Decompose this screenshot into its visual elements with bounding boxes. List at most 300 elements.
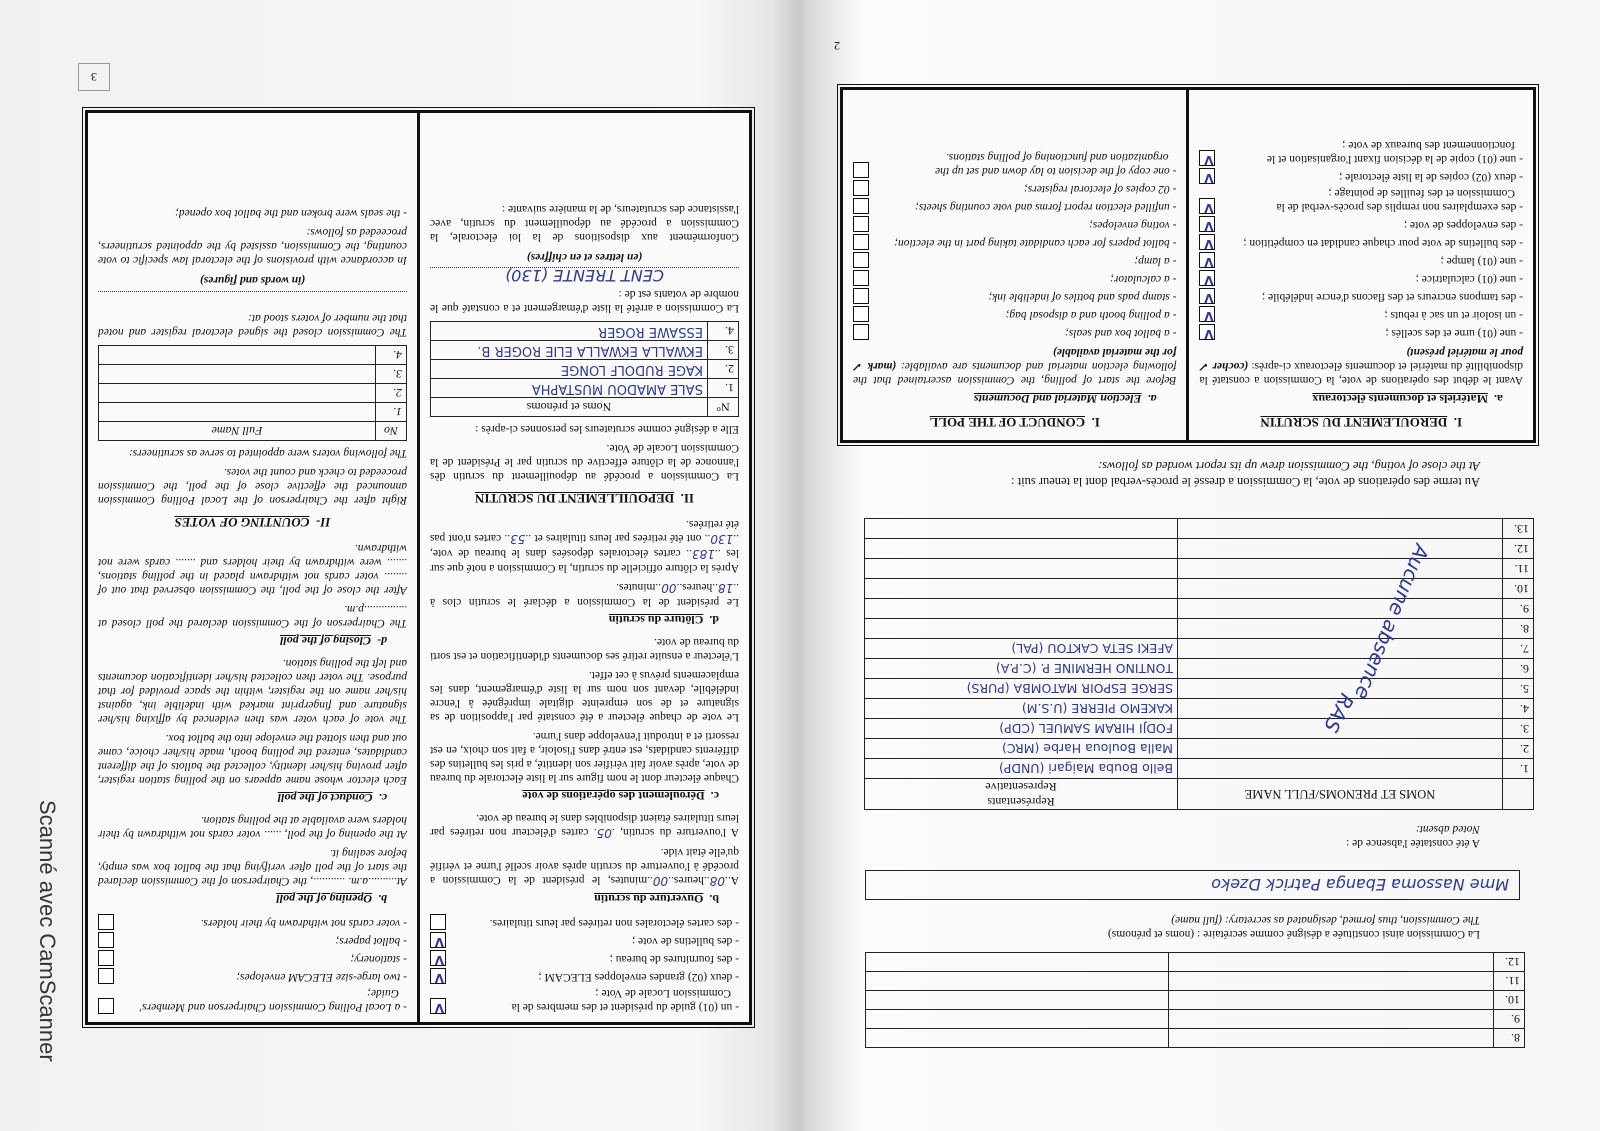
subsection-heading <box>430 892 719 906</box>
paragraph: Chaque électeur dont le nom figure sur la liste électorale du bureau de vote, après avoir fait vérifier son identité, a pris les bulletins des différents candidats, est entré dans l'isoloir, a fait son choix, en est ressorti et a introduit l'enveloppe dans l'urne. <box>430 730 739 784</box>
header-name: NOMS ET PRENOMS/FULL NAME <box>1178 779 1503 810</box>
paragraph: - the seals were broken and the ballot box opened; <box>175 207 407 219</box>
subsection-heading <box>430 789 719 803</box>
subsection-letter: b. <box>378 892 387 906</box>
subsection-letter: b. <box>709 892 719 906</box>
table-row <box>431 341 739 360</box>
row-number: 9. <box>1503 599 1534 619</box>
representative-cell[interactable] <box>866 972 1169 991</box>
checklist-item <box>98 968 407 984</box>
checklist-label: - une (01) urne et des scellés ; <box>1385 327 1523 339</box>
subsection-title: Closing of the poll <box>279 634 371 648</box>
intro-text <box>853 345 1177 387</box>
checklist-label: - des exemplaires non remplis des procès-verbal de la Commission et des feuilles de pointage ; <box>1276 187 1523 213</box>
checklist-item <box>853 198 1177 214</box>
checkbox[interactable] <box>1200 150 1216 166</box>
name-cell[interactable] <box>1178 659 1503 679</box>
subsection-letter: a. <box>1147 392 1157 406</box>
subsection-heading <box>853 391 1157 406</box>
table-row <box>431 379 739 398</box>
secretary-name-field[interactable] <box>865 870 1520 900</box>
section-heading <box>98 515 407 529</box>
row-number: 1. <box>708 379 739 398</box>
cards-not-withdrawn: 53 <box>510 532 526 546</box>
section-heading <box>853 414 1177 430</box>
name-cell[interactable] <box>1178 759 1503 779</box>
text: A <box>730 874 739 886</box>
representative-cell[interactable] <box>866 1010 1169 1029</box>
checkbox[interactable] <box>853 270 869 286</box>
checkbox[interactable] <box>1200 252 1216 268</box>
checklist-item <box>853 216 1177 232</box>
subsection-heading <box>98 634 387 648</box>
row-number: 2. <box>1503 739 1534 759</box>
checklist-item <box>853 252 1177 268</box>
text: cartes d'électeur non retirées par leurs titulaires étaient disponibles dans le bureau de vote. <box>430 812 739 838</box>
checklist-item <box>430 932 739 948</box>
header-name: Full Name <box>99 422 376 441</box>
absent-label-en: Noted absent: <box>1415 823 1480 835</box>
cards-total: 183 <box>691 547 715 561</box>
section-number: II- <box>315 515 331 530</box>
checkbox[interactable] <box>98 950 114 966</box>
header-name: Noms et prénoms <box>431 398 708 417</box>
checklist-label: - des bulletins de vote pour chaque candidat en compétition ; <box>1243 237 1523 249</box>
voters-hint: (in words and figures) <box>199 274 306 286</box>
representative-cell[interactable] <box>865 559 1178 579</box>
paragraph: The vote of each voter was then evidenced by affixing his/her signature and fingerprint marked with indelible ink, against his/her name on the register, within the space provided for that purpose. The voter then collected his/her identification documents and left the polling station. <box>98 657 407 725</box>
checkbox[interactable] <box>430 968 446 984</box>
report-intro <box>850 458 1480 490</box>
scrutineer-name[interactable]: ESSAWE ROGER <box>431 322 708 341</box>
table-row <box>865 719 1534 739</box>
page-number-text: 3 <box>91 70 97 85</box>
text: minutes. <box>616 581 656 593</box>
checkbox[interactable] <box>853 306 869 322</box>
paragraph: After the close of the poll, the Commission observed that out of ........ voter cards not withdrawn placed in the polling stations, ....... were withdrawn by their holders and ....... cards were not withdrawn. <box>98 542 407 596</box>
checklist-item <box>853 150 1177 178</box>
checklist-item <box>1200 324 1524 340</box>
checklist-label: - un isoloir et un sac à rebuts ; <box>1384 309 1523 321</box>
handwritten-annotation: RAS <box>1318 689 1359 737</box>
subsection-title: Clôture du scrutin <box>608 613 704 627</box>
table-row <box>865 639 1534 659</box>
checkbox[interactable] <box>853 288 869 304</box>
name-cell[interactable] <box>1178 519 1503 539</box>
row-number: 12. <box>1494 953 1525 972</box>
name-cell[interactable] <box>1178 619 1503 639</box>
row-number: 3. <box>1503 719 1534 739</box>
checkbox[interactable] <box>853 198 869 214</box>
checklist-item <box>98 986 407 1014</box>
representative-cell[interactable] <box>865 519 1178 539</box>
representative-cell[interactable] <box>866 1029 1169 1048</box>
secretary-label-fr: La Commission ainsi constituée a désigné comme secrétaire : (noms et prénoms) <box>1107 928 1480 940</box>
text: Le président de la Commission a déclaré le scrutin clos à <box>430 596 739 608</box>
table-row <box>865 599 1534 619</box>
representative-cell[interactable]: Bello Bouba Maigari (UNDP) <box>865 759 1178 779</box>
subsection-title: Matériels et documents électoraux <box>1312 392 1488 406</box>
closing-cards: Après la clôture officielle du scrutin, la Commission a noté que sur les ..183.. cartes électorales déposées dans le bureau de vote, ..130.. ont été retirées par leurs titulaires et ..53.. cartes n'ont pas été retirées. <box>429 518 739 574</box>
secretary-label-en: The Commission, thus formed, designated as secretary: (full name) <box>1171 914 1480 926</box>
paragraph: La Commission a procédé au dépouillement du scrutin dès l'annonce de la clôture effective du scrutin par le Président de la Commission Locale de Vote. <box>430 442 739 482</box>
instruction: (mark ✓ for the material available) <box>852 346 1177 372</box>
checklist-label: - deux (02) grandes enveloppes ELECAM ; <box>538 971 739 983</box>
row-number: 8. <box>1494 1029 1525 1048</box>
table-row <box>865 739 1534 759</box>
name-cell[interactable] <box>1169 1029 1494 1048</box>
representative-cell[interactable] <box>866 953 1169 972</box>
representative-cell[interactable]: Malla Bouloua Harbe (MRC) <box>865 739 1178 759</box>
table-row <box>866 1029 1525 1048</box>
table-row <box>866 972 1525 991</box>
section-heading <box>1200 414 1524 430</box>
scrutineer-name[interactable] <box>99 346 376 365</box>
checklist-label: - des enveloppes de vote ; <box>1403 219 1523 231</box>
subsection-heading <box>1200 391 1504 406</box>
checklist-item <box>430 986 739 1014</box>
name-cell[interactable] <box>1169 972 1494 991</box>
checklist-label: - des cartes électorales non retirées par leurs titulaires. <box>489 917 739 929</box>
table-row <box>865 579 1534 599</box>
scrutineer-name[interactable] <box>99 365 376 384</box>
row-number: 5. <box>1503 679 1534 699</box>
subsection-title: Opening of the poll <box>276 892 372 906</box>
paragraph: Right after the Chairperson of the Local Polling Commission announced the effective close of the poll, the Commission proceeded to check and count the votes. <box>98 466 407 506</box>
absent-label-fr: A été constatée l'absence de : <box>1346 837 1480 849</box>
text: cartes n'ont pas été retirées. <box>429 518 739 544</box>
row-number: 3. <box>708 341 739 360</box>
paragraph: Le vote de chaque électeur a été constaté par l'apposition de sa signature et de son empreinte digitale imprégnée à l'encre indélébile, devant son nom sur la liste d'émargement, dans les emplacements prévus à cet effet. <box>430 669 739 723</box>
closing-minutes: 00 <box>661 581 677 595</box>
checkbox[interactable] <box>430 932 446 948</box>
voters-count[interactable]: CENT TRENTE (130) <box>430 267 739 282</box>
scrutineer-name[interactable] <box>99 384 376 403</box>
header-representative <box>865 779 1178 810</box>
table-row <box>865 659 1534 679</box>
checklist-item <box>1200 186 1524 214</box>
checklist-label: - des bulletins de vote ; <box>632 935 739 947</box>
checklist-item <box>430 968 739 984</box>
checklist-item <box>853 288 1177 304</box>
name-cell[interactable] <box>1178 559 1503 579</box>
material-checklist <box>853 150 1177 340</box>
subsection-letter: d- <box>377 634 387 648</box>
row-number: 1. <box>376 403 407 422</box>
checkbox[interactable] <box>853 180 869 196</box>
subsection-title: Conduct of the poll <box>277 791 373 805</box>
closing-time: Le président de la Commission a déclaré le scrutin clos à ..18..heures..00..minutes. <box>430 581 739 608</box>
subsection-letter: c. <box>378 791 387 805</box>
checkbox[interactable] <box>98 914 114 930</box>
conduct-of-poll-box <box>840 87 1536 443</box>
checklist-label: - un (01) guide du président et des membres de la Commission Locale de Vote ; <box>511 987 739 1013</box>
name-cell[interactable] <box>1178 579 1503 599</box>
section-heading <box>430 491 739 505</box>
row-number: 8. <box>1503 619 1534 639</box>
table-row <box>865 539 1534 559</box>
checklist-label: - ballot papers for each candidate taking part in the election; <box>894 237 1177 249</box>
text: cartes électorales déposées dans le bureau de vote, <box>429 547 681 559</box>
subsection-letter: d. <box>709 613 719 627</box>
paragraph: In accordance with provisions of the electoral law specific to vote counting, the Commission, assisted by the appointed scrutineers, proceeded as follows: <box>98 226 407 266</box>
paragraph: Each elector whose name appears on the polling station register, after proving his/her identity, collected the ballots of the different candidates, entered the polling booth, made his/her choice, came out and then slotted the envelope into the ballot box. <box>98 732 407 786</box>
checklist-item <box>98 950 407 966</box>
row-number: 6. <box>1503 659 1534 679</box>
handwritten-annotation: Aucune absence <box>1349 541 1434 704</box>
french-column <box>1190 90 1534 440</box>
checkbox[interactable] <box>98 998 114 1014</box>
checklist-item <box>1200 288 1524 304</box>
checklist-item <box>853 180 1177 196</box>
name-cell[interactable] <box>1178 539 1503 559</box>
row-number: 10. <box>1503 579 1534 599</box>
scrutineer-name[interactable]: EKWALLA EKWALLA ELIE ROGER B. <box>431 341 708 360</box>
voters-count-field[interactable] <box>98 291 407 306</box>
table-row <box>865 759 1534 779</box>
table-row <box>99 365 407 384</box>
section-number: II. <box>680 491 695 506</box>
text: A l'ouverture du scrutin, <box>620 826 739 838</box>
page-number <box>834 38 840 53</box>
row-number: 2. <box>376 384 407 403</box>
subsection-heading <box>98 892 387 906</box>
checklist-label: - a Local Polling Commission Chairperson and Members' Guide; <box>139 987 407 1013</box>
table-row <box>865 699 1534 719</box>
material-checklist <box>98 914 407 1014</box>
row-number: 4. <box>1503 699 1534 719</box>
name-cell[interactable] <box>1178 599 1503 619</box>
intro-text <box>1200 345 1524 387</box>
header-no: No <box>376 422 407 441</box>
representative-cell[interactable]: KAKEMO PIERRE (U.S.M) <box>865 699 1178 719</box>
scrutineers-table <box>430 321 739 417</box>
subsection-heading <box>430 613 719 627</box>
checklist-label: - des fournitures de bureau ; <box>609 953 739 965</box>
representative-cell[interactable] <box>865 599 1178 619</box>
subsection-title: Ouverture du scrutin <box>594 892 704 906</box>
page-number-text: 2 <box>834 39 840 53</box>
paragraph: Conformément aux dispositions de la loi électorale, la Commission a procédé au dépouillement du scrutin, avec l'assistance des scrutateurs, de la manière suivante : <box>430 203 739 243</box>
paragraph: The Chairperson of the Commission declared the poll closed at ...............p.m. <box>98 603 407 629</box>
checkbox[interactable] <box>1200 216 1216 232</box>
checklist-label: - une (01) copie de la décision fixant l'organisation et le fonctionnement des bureaux de vote ; <box>1266 139 1523 165</box>
header-rep-fr: Représentants <box>987 795 1055 809</box>
row-number: 11. <box>1503 559 1534 579</box>
table-header <box>431 398 739 417</box>
name-cell[interactable] <box>1178 739 1503 759</box>
row-number: 13. <box>1503 519 1534 539</box>
subsection-letter: c. <box>710 789 719 803</box>
checkbox[interactable] <box>853 216 869 232</box>
checkbox[interactable] <box>1200 288 1216 304</box>
camscanner-watermark: Scanné avec CamScanner <box>35 800 60 1062</box>
text: heures <box>673 874 704 886</box>
representative-cell[interactable] <box>866 991 1169 1010</box>
scrutineer-name[interactable]: SALE AMADOU MUSTAPHA <box>431 379 708 398</box>
checklist-label: - two large-size ELECAM envelopes; <box>236 971 407 983</box>
checkbox[interactable] <box>1200 324 1216 340</box>
checkbox[interactable] <box>98 932 114 948</box>
representative-cell[interactable] <box>865 539 1178 559</box>
cards-available: 05 <box>596 826 612 840</box>
checklist-label: - a ballot box and seals; <box>1065 327 1177 339</box>
checklist-label: - one copy of the decision to lay down and set up the organization and functioning of polling stations. <box>935 151 1177 177</box>
intro: Avant le début des opérations de vote, la Commission a constaté la disponibilité du matériel et documents électoraux ci-après: <box>1199 360 1523 386</box>
table-row <box>866 991 1525 1010</box>
row-number: 4. <box>708 322 739 341</box>
checklist-item <box>1200 306 1524 322</box>
checklist-label: - voting envelopes; <box>1089 219 1177 231</box>
material-checklist <box>1200 138 1524 340</box>
section-title: CONDUCT OF THE POLL <box>929 415 1086 430</box>
checklist-label: - voter cards not withdrawn by their holders. <box>200 917 407 929</box>
checkbox[interactable] <box>1200 270 1216 286</box>
checklist-label: - a lamp; <box>1134 255 1177 267</box>
subsection-title: Election Material and Documents <box>973 392 1142 406</box>
table-row <box>865 679 1534 699</box>
table-row <box>866 1010 1525 1029</box>
report-intro-fr: Au terme des opérations de vote, la Commission a dressé le procès-verbal dont la teneur suit : <box>1011 475 1480 489</box>
english-column <box>843 90 1190 440</box>
table-row <box>99 384 407 403</box>
name-cell[interactable] <box>1169 953 1494 972</box>
checkbox[interactable] <box>430 950 446 966</box>
checkbox[interactable] <box>853 234 869 250</box>
secretary-name: Mme Nassoma Ebanga Patrick Dzeko <box>1211 875 1509 895</box>
name-cell[interactable] <box>1169 991 1494 1010</box>
name-cell[interactable] <box>1169 1010 1494 1029</box>
table-row <box>99 346 407 365</box>
cards-withdrawn: 130 <box>710 532 734 546</box>
section-number: I. <box>1091 415 1100 430</box>
voters-text: La Commission a arrêté la liste d'émargement et a constaté que le nombre de votants est de : <box>430 288 739 314</box>
section-number: I. <box>1453 415 1463 430</box>
checklist-item <box>98 932 407 948</box>
absent-table <box>864 518 1534 810</box>
closing-hours: 18 <box>717 581 734 595</box>
scrutineer-name[interactable] <box>99 403 376 422</box>
header-rep-en: Representative <box>985 780 1057 794</box>
text: ont été retirées par leurs titulaires et <box>534 532 702 544</box>
text: heures <box>682 581 713 593</box>
representative-cell[interactable]: FODJI HIRAM SAMUEL (CDP) <box>865 719 1178 739</box>
checklist-item <box>853 306 1177 322</box>
paragraph: Elle a désigné comme scrutateurs les personnes ci-après : <box>475 423 739 435</box>
page-number <box>78 63 110 91</box>
representative-cell[interactable]: AFEKI SETA CAKTOU (PAL) <box>865 639 1178 659</box>
subsection-title: Déroulement des opérations de vote <box>522 789 705 803</box>
material-checklist <box>430 914 739 1014</box>
checklist-label: - stationery; <box>350 953 407 965</box>
checkbox[interactable] <box>1200 234 1216 250</box>
checklist-label: - des tampons encreurs et des flacons d'encre indélébile ; <box>1261 291 1523 303</box>
checklist-item <box>853 324 1177 340</box>
checkbox[interactable] <box>430 914 446 930</box>
row-number: 1. <box>1503 759 1534 779</box>
paragraph: At the opening of the poll, ...... voter cards not withdrawn by their holders were available at the polling station. <box>98 814 407 840</box>
table-header <box>865 779 1534 810</box>
opening-minutes: 00 <box>652 874 669 888</box>
checklist-item <box>1200 216 1524 232</box>
row-number: 3. <box>376 365 407 384</box>
checkbox[interactable] <box>430 998 446 1014</box>
checklist-item <box>430 950 739 966</box>
checklist-item <box>1200 252 1524 268</box>
absent-section <box>1346 822 1480 850</box>
checklist-label: - deux (02) copies de la liste électorale ; <box>1339 171 1523 183</box>
checklist-label: - une (01) lampe ; <box>1440 255 1523 267</box>
page3-box <box>85 110 752 1025</box>
name-cell[interactable] <box>1178 639 1503 659</box>
table-row <box>431 322 739 341</box>
opening-hours: 08 <box>709 874 725 888</box>
paragraph: At..........a.m. ..........., the Chairperson of the Commission declared the start of the poll after verifying that the ballot box was empty, before sealing it. <box>98 847 407 887</box>
intro: Before the start of polling, the Commission ascertained that the following election material and documents are available: <box>853 360 1177 386</box>
text: Après la clôture officielle du scrutin, la Commission a noté que sur les <box>430 547 739 574</box>
checklist-item <box>853 234 1177 250</box>
section-title: DEPOUILLEMENT DU SCRUTIN <box>475 491 675 506</box>
row-number: 4. <box>376 346 407 365</box>
table <box>865 952 1525 1048</box>
representatives-table-continued <box>865 952 1525 1048</box>
paragraph: The following voters were appointed to serve as scrutineers: <box>128 447 407 459</box>
checklist-label: - a polling booth and a disposal bag; <box>1005 309 1177 321</box>
table-row <box>865 619 1534 639</box>
representative-cell[interactable] <box>865 579 1178 599</box>
table-row <box>99 403 407 422</box>
checklist-label: - stamp pads and bottles of indelible ink; <box>988 291 1177 303</box>
row-number: 10. <box>1494 991 1525 1010</box>
row-number: 2. <box>708 360 739 379</box>
checklist-label: - a calculator; <box>1110 273 1177 285</box>
checkbox[interactable] <box>1200 306 1216 322</box>
representative-cell[interactable] <box>865 619 1178 639</box>
checkbox[interactable] <box>853 162 869 178</box>
checklist-item <box>1200 168 1524 184</box>
checkbox[interactable] <box>1200 168 1216 184</box>
checklist-item <box>430 914 739 930</box>
table-row <box>865 559 1534 579</box>
representative-cell[interactable]: SERGE ESPOIR MATOMBA (PURS) <box>865 679 1178 699</box>
checkbox[interactable] <box>853 252 869 268</box>
row-number: 11. <box>1494 972 1525 991</box>
row-number: 7. <box>1503 639 1534 659</box>
report-intro-en: At the close of voting, the Commission drew up its report worded as follows: <box>1098 459 1480 473</box>
checklist-item <box>853 270 1177 286</box>
voters-text: The Commission closed the signed electoral register and noted that the number of voters stood at: <box>98 312 407 338</box>
opening-time: A..08..heures..00..minutes, le président de la Commission a procédé à l'ouverture du scrutin après avoir scellé l'urne et vérifié qu'elle était vide. <box>430 846 739 888</box>
table-row <box>866 953 1525 972</box>
scrutineer-name[interactable]: KAGE RUDOLF LONGE <box>431 360 708 379</box>
checklist-label: - une (01) calculatrice ; <box>1415 273 1523 285</box>
checkbox[interactable] <box>853 324 869 340</box>
table <box>864 518 1534 810</box>
subsection-heading <box>98 791 387 805</box>
checkbox[interactable] <box>1200 198 1216 214</box>
section-title: DEROULEMENT DU SCRUTIN <box>1260 415 1448 430</box>
checklist-item <box>1200 234 1524 250</box>
checklist-label: - unfilled election report forms and vote counting sheets; <box>915 201 1177 213</box>
table-row <box>431 360 739 379</box>
checkbox[interactable] <box>98 968 114 984</box>
french-column <box>420 113 749 1022</box>
representative-cell[interactable]: TONTINO HERMINE P. (C.P.A) <box>865 659 1178 679</box>
text: minutes, le président de la Commission a procédé à l'ouverture du scrutin après avoir scellé l'urne et vérifié qu'elle était vide. <box>430 846 739 886</box>
paragraph: L'électeur a ensuite retiré ses documents d'identification et est sorti du bureau de vote. <box>430 636 739 662</box>
checklist-label: - ballot papers; <box>335 935 407 947</box>
table-header <box>99 422 407 441</box>
